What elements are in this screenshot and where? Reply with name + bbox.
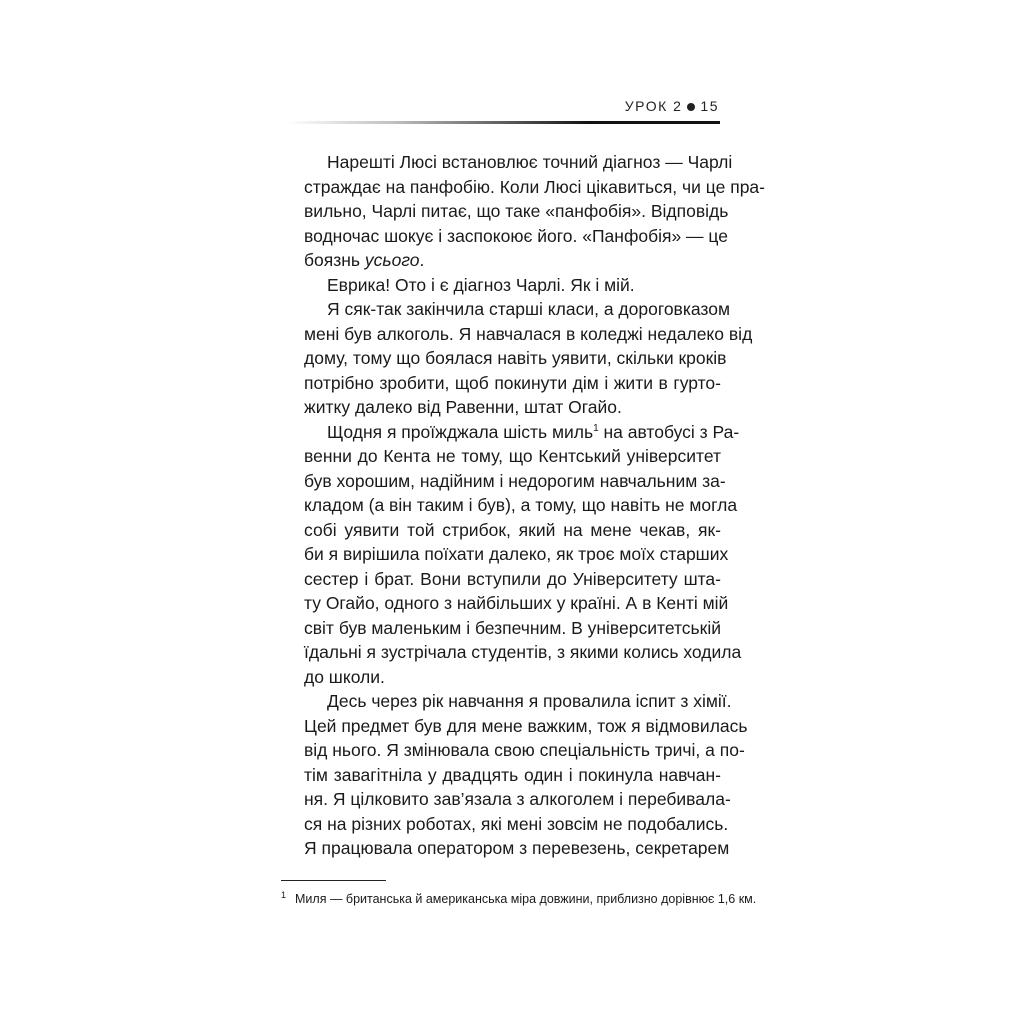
paragraph-5 [281,689,748,861]
text-fragment: . [419,250,425,270]
running-head [625,98,719,114]
text-line: Нарешті Люсі встановлює точний діагноз — Чарлі [327,152,733,172]
text-line [281,420,740,445]
paragraph-1 [281,150,765,273]
text-line: ту Огайо, одного з найбільших у країні. А в Кенті мій [304,593,729,613]
text-line: кладом (а він таким і був), а тому, що навіть не могла [304,495,738,515]
footnote-ref: 1 [593,422,599,434]
text-line: Я працювала оператором з перевезень, секретарем [304,838,730,858]
text-line: венни до Кента не тому, що Кентський університет [304,446,721,466]
body-text [281,150,765,861]
text-line: собі уявити той стрибок, який на мене чекав, як- [304,519,721,540]
header-rule [286,121,720,124]
bullet-icon [687,103,695,111]
text-line: від нього. Я змінювала свою спеціальність тричі, а по- [304,740,745,760]
text-line: дому, тому що боялася навіть уявити, скільки кроків [304,348,727,368]
text-line: мені був алкоголь. Я навчалася в коледжі недалеко від [304,323,753,344]
text-line: Я сяк-так закінчила старші класи, а дороговказом [327,299,731,319]
text-line: був хорошим, надійним і недорогим навчальним за- [304,470,726,491]
emphasis-text: усього [364,250,420,270]
text-line: ня. Я цілковито зав’язала з алкоголем і перебивала- [304,789,731,809]
text-line: їдальні я зустрічала студентів, з якими колись ходила [304,642,742,662]
text-line: тім завагітніла у двадцять один і покинула навчан- [304,764,721,785]
footnote-text: Миля — британська й американська міра довжини, приблизно дорівнює 1,6 км. [295,892,757,906]
text-line: світ був маленьким і безпечним. В університетській [304,617,721,638]
text-fragment: на автобусі з Ра- [598,421,740,442]
text-line: Еврика! Ото і є діагноз Чарлі. Як і мій. [327,274,635,295]
footnote [281,889,757,907]
paragraph-2 [281,273,721,298]
footnote-number: 1 [281,889,287,900]
text-line: вильно, Чарлі питає, що таке «панфобія». Відповідь [304,201,729,221]
text-line [281,248,721,273]
text-line: би я вирішила поїхати далеко, як троє моїх старших [304,544,729,564]
text-line: ся на різних роботах, які мені зовсім не подобались. [304,813,729,834]
text-fragment: боязнь [304,250,365,270]
text-line: житку далеко від Равенни, штат Огайо. [304,397,622,417]
page-number: 15 [700,98,719,114]
text-line: Цей предмет був для мене важким, тож я відмовилась [304,715,748,736]
text-line: страждає на панфобію. Коли Люсі цікавиться, чи це пра- [304,176,765,197]
footnote-rule [281,880,386,881]
text-line: потрібно зробити, щоб покинути дім і жити в гурто- [304,372,721,393]
text-line: Десь через рік навчання я провалила іспит з хімії. [327,691,732,711]
text-fragment: Щодня я проїжджала шість миль [327,421,594,442]
text-line: до школи. [304,666,385,687]
text-line: водночас шокує і заспокоює його. «Панфобія» — це [304,225,728,246]
paragraph-3 [281,297,753,420]
paragraph-4 [281,420,742,690]
text-line: сестер і брат. Вони вступили до Університету шта- [304,568,721,589]
chapter-label: УРОК 2 [624,98,683,114]
